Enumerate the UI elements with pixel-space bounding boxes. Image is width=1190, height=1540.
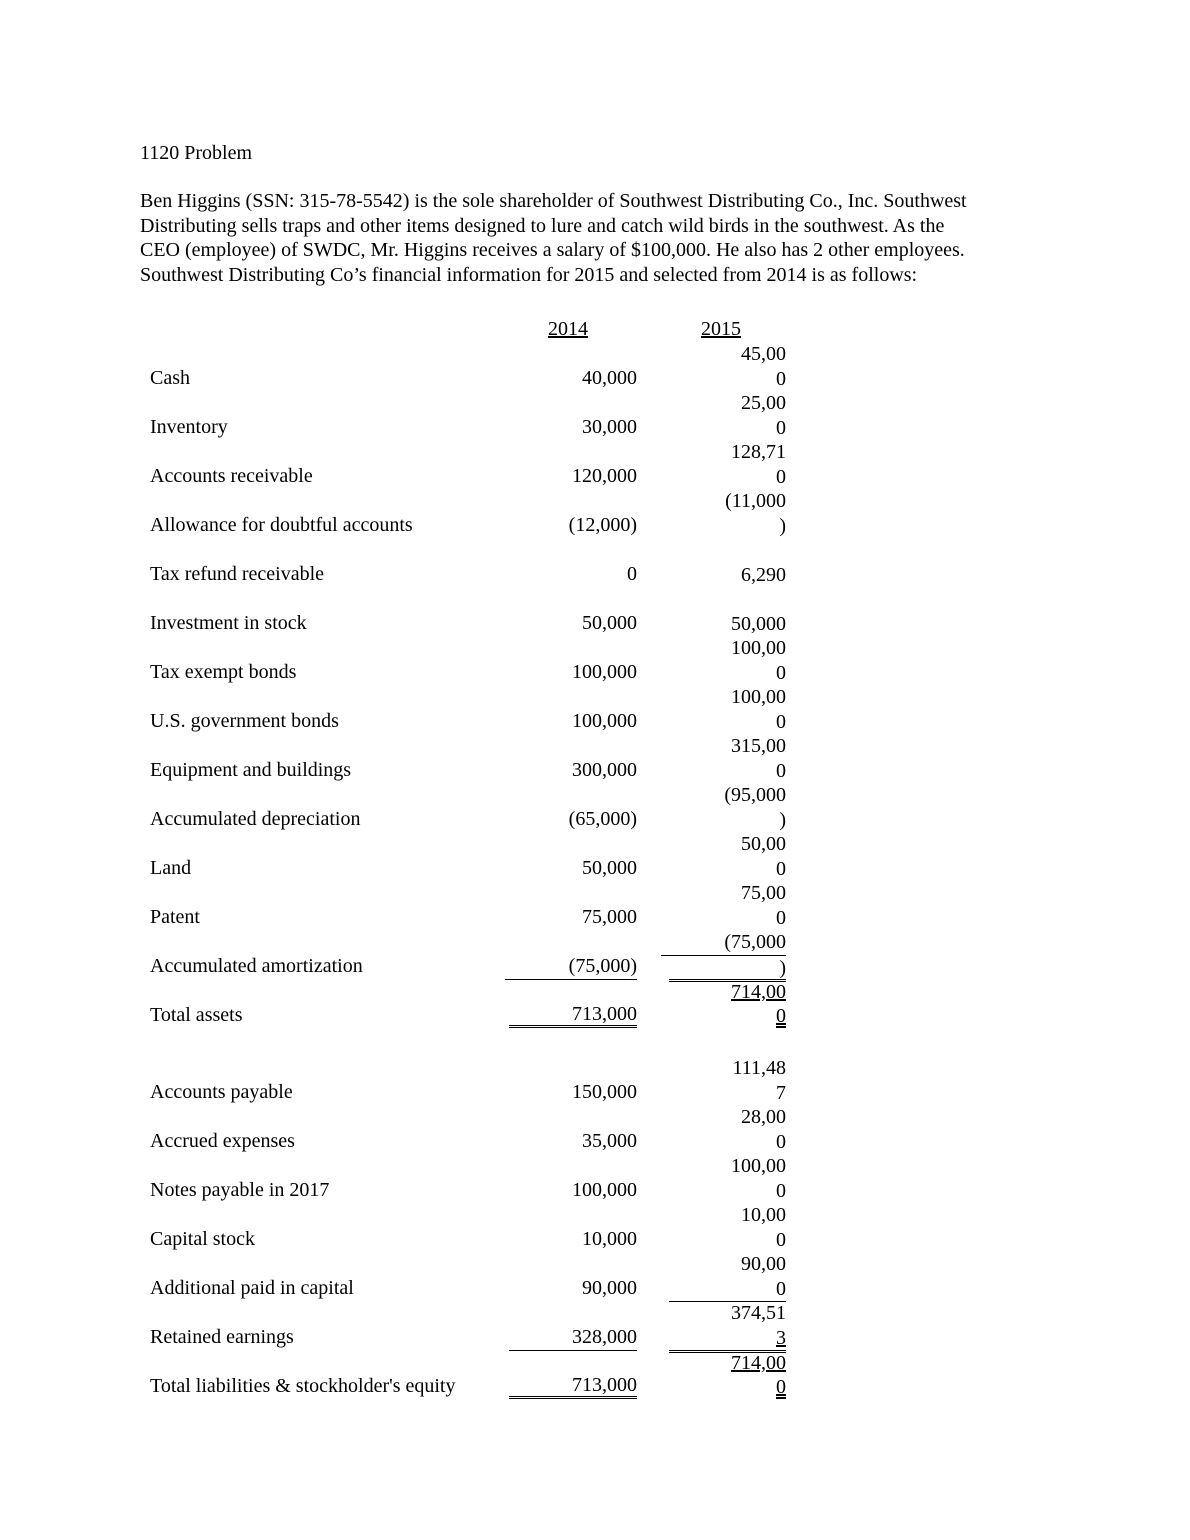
balance-row-us-gov-bonds xyxy=(0,685,1190,734)
value-2015-part: (75,000 xyxy=(661,930,786,956)
row-label: Accrued expenses xyxy=(150,1130,295,1152)
balance-row-land xyxy=(0,832,1190,881)
value-2015-part: 45,00 xyxy=(741,343,786,365)
balance-row-retained-earnings xyxy=(0,1301,1190,1350)
value-2015-part: 75,00 xyxy=(741,882,786,904)
value-2015-part: 0 xyxy=(776,857,786,880)
value-2014-text: 713,000 xyxy=(509,1374,637,1399)
value-2015 xyxy=(650,881,786,930)
value-2015-part: 28,00 xyxy=(741,1106,786,1128)
value-2015 xyxy=(650,734,786,783)
row-label: Total assets xyxy=(150,1004,243,1026)
value-2015 xyxy=(650,1105,786,1154)
value-2015-part: 7 xyxy=(776,1081,786,1104)
value-2015-part: 714,00 xyxy=(669,1350,786,1375)
value-2014: 30,000 xyxy=(582,416,637,438)
balance-row-accrued-expenses xyxy=(0,1105,1190,1154)
row-label: Allowance for doubtful accounts xyxy=(150,514,413,536)
value-2015 xyxy=(650,587,786,636)
value-2015-part: 3 xyxy=(776,1326,786,1349)
row-label: Total liabilities & stockholder's equity xyxy=(150,1375,456,1397)
value-2014: 120,000 xyxy=(572,465,637,487)
intro-line: Ben Higgins (SSN: 315-78-5542) is the sole shareholder of Southwest Distributing Co., Inc. Southwest xyxy=(140,190,967,212)
value-2015-part: 0 xyxy=(776,661,786,684)
balance-row-allowance-doubtful xyxy=(0,489,1190,538)
value-2015-part: 0 xyxy=(776,710,786,733)
value-2015 xyxy=(650,1154,786,1203)
value-2015-part: 50,000 xyxy=(731,612,786,635)
value-2015 xyxy=(650,538,786,587)
intro-line: CEO (employee) of SWDC, Mr. Higgins receives a salary of $100,000. He also has 2 other employees. xyxy=(140,239,965,261)
value-2015-part: 0 xyxy=(776,906,786,929)
row-label: Cash xyxy=(150,367,190,389)
value-2015-part: 0 xyxy=(776,1277,786,1300)
value-2014-text: (75,000) xyxy=(505,954,637,980)
value-2015 xyxy=(650,440,786,489)
value-2014 xyxy=(509,1003,637,1028)
column-header-2015: 2015 xyxy=(701,318,741,340)
value-2015 xyxy=(650,783,786,832)
value-2015-part: 0 xyxy=(776,465,786,488)
balance-row-total-liabilities-equity xyxy=(0,1350,1190,1399)
value-2015-part: 100,00 xyxy=(731,637,786,659)
row-label: Accumulated amortization xyxy=(150,955,363,977)
balance-row-tax-exempt-bonds xyxy=(0,636,1190,685)
value-2014: 10,000 xyxy=(582,1228,637,1250)
value-2015-part: 0 xyxy=(776,1375,786,1398)
balance-row-inventory xyxy=(0,391,1190,440)
value-2015-part: 0 xyxy=(776,1004,786,1027)
value-2014: (65,000) xyxy=(568,808,637,830)
row-label: Inventory xyxy=(150,416,228,438)
value-2015-part: ) xyxy=(779,514,786,537)
row-label: Equipment and buildings xyxy=(150,759,352,781)
intro-line: Distributing sells traps and other items designed to lure and catch wild birds in the southwest. As the xyxy=(140,214,945,237)
value-2014 xyxy=(505,954,637,980)
balance-row-accounts-payable xyxy=(0,1056,1190,1105)
value-2015-part: 100,00 xyxy=(731,686,786,708)
value-2014: 300,000 xyxy=(572,759,637,781)
value-2015-part: ) xyxy=(779,808,786,831)
balance-row-investment-stock xyxy=(0,587,1190,636)
value-2015-part: 0 xyxy=(776,759,786,782)
row-label: Notes payable in 2017 xyxy=(150,1179,330,1201)
value-2015-part: 0 xyxy=(776,416,786,439)
value-2014: 50,000 xyxy=(582,612,637,634)
value-2015 xyxy=(650,1056,786,1105)
value-2015 xyxy=(650,685,786,734)
value-2014: 75,000 xyxy=(582,906,637,928)
value-2015-part: 6,290 xyxy=(741,563,786,586)
value-2014: 100,000 xyxy=(572,1179,637,1201)
column-header-2014: 2014 xyxy=(548,318,588,340)
value-2015-part: 374,51 xyxy=(669,1301,786,1326)
value-2014: 100,000 xyxy=(572,661,637,683)
value-2015-part: 10,00 xyxy=(741,1204,786,1226)
balance-row-equipment-buildings xyxy=(0,734,1190,783)
value-2014-text: 328,000 xyxy=(509,1325,637,1351)
value-2015-part: 714,00 xyxy=(669,979,786,1004)
value-2015 xyxy=(650,1252,786,1301)
row-label: Accumulated depreciation xyxy=(150,808,361,830)
row-label: Accounts payable xyxy=(150,1081,293,1103)
row-label: Patent xyxy=(150,906,200,928)
row-label: Capital stock xyxy=(150,1228,255,1250)
value-2015-part: 0 xyxy=(776,1228,786,1251)
balance-row-additional-paid-in xyxy=(0,1252,1190,1301)
value-2015 xyxy=(650,342,786,391)
value-2015 xyxy=(650,1203,786,1252)
value-2015-part: 0 xyxy=(776,1179,786,1202)
row-label: Tax refund receivable xyxy=(150,563,325,585)
value-2015-part xyxy=(650,538,786,563)
value-2015-part: 50,00 xyxy=(741,833,786,855)
balance-row-capital-stock xyxy=(0,1203,1190,1252)
balance-row-accum-depreciation xyxy=(0,783,1190,832)
row-label: Accounts receivable xyxy=(150,465,313,487)
page-title: 1120 Problem xyxy=(140,142,253,164)
value-2015-part: 128,71 xyxy=(731,441,786,463)
balance-row-accounts-receivable xyxy=(0,440,1190,489)
value-2014 xyxy=(509,1374,637,1399)
value-2014-text: 713,000 xyxy=(509,1003,637,1028)
balance-row-total-assets xyxy=(0,979,1190,1028)
value-2015 xyxy=(650,930,786,980)
value-2015 xyxy=(650,391,786,440)
intro-paragraph xyxy=(140,189,1040,287)
value-2014: (12,000) xyxy=(568,514,637,536)
value-2014: 50,000 xyxy=(582,857,637,879)
intro-line: Southwest Distributing Co’s financial information for 2015 and selected from 2014 is as follows: xyxy=(140,263,918,286)
balance-row-cash xyxy=(0,342,1190,391)
value-2015-part: 90,00 xyxy=(741,1253,786,1275)
value-2015-part xyxy=(650,587,786,612)
value-2015-part: 100,00 xyxy=(731,1155,786,1177)
balance-row-patent xyxy=(0,881,1190,930)
value-2015 xyxy=(650,636,786,685)
value-2015-part: ) xyxy=(779,956,786,979)
value-2014: 90,000 xyxy=(582,1277,637,1299)
balance-row-tax-refund xyxy=(0,538,1190,587)
row-label: Tax exempt bonds xyxy=(150,661,297,683)
row-label: Land xyxy=(150,857,192,879)
row-label: Investment in stock xyxy=(150,612,307,634)
value-2015-part: 111,48 xyxy=(732,1057,786,1079)
value-2015-part: (95,000 xyxy=(724,784,786,806)
value-2015 xyxy=(650,832,786,881)
value-2014: 0 xyxy=(627,563,637,585)
value-2015 xyxy=(650,489,786,538)
value-2015-part: 25,00 xyxy=(741,392,786,414)
balance-row-accum-amortization xyxy=(0,930,1190,979)
value-2015 xyxy=(650,1350,786,1399)
value-2014 xyxy=(509,1325,637,1351)
row-label: U.S. government bonds xyxy=(150,710,339,732)
value-2014: 40,000 xyxy=(582,367,637,389)
row-label: Additional paid in capital xyxy=(150,1277,354,1299)
value-2015-part: 0 xyxy=(776,367,786,390)
row-label: Retained earnings xyxy=(150,1326,294,1348)
balance-row-notes-payable xyxy=(0,1154,1190,1203)
value-2015-part: 315,00 xyxy=(731,735,786,757)
value-2015-part: (11,000 xyxy=(725,490,786,512)
value-2014: 150,000 xyxy=(572,1081,637,1103)
value-2014: 35,000 xyxy=(582,1130,637,1152)
value-2015 xyxy=(650,979,786,1028)
value-2014: 100,000 xyxy=(572,710,637,732)
value-2015 xyxy=(650,1301,786,1350)
value-2015-part: 0 xyxy=(776,1130,786,1153)
